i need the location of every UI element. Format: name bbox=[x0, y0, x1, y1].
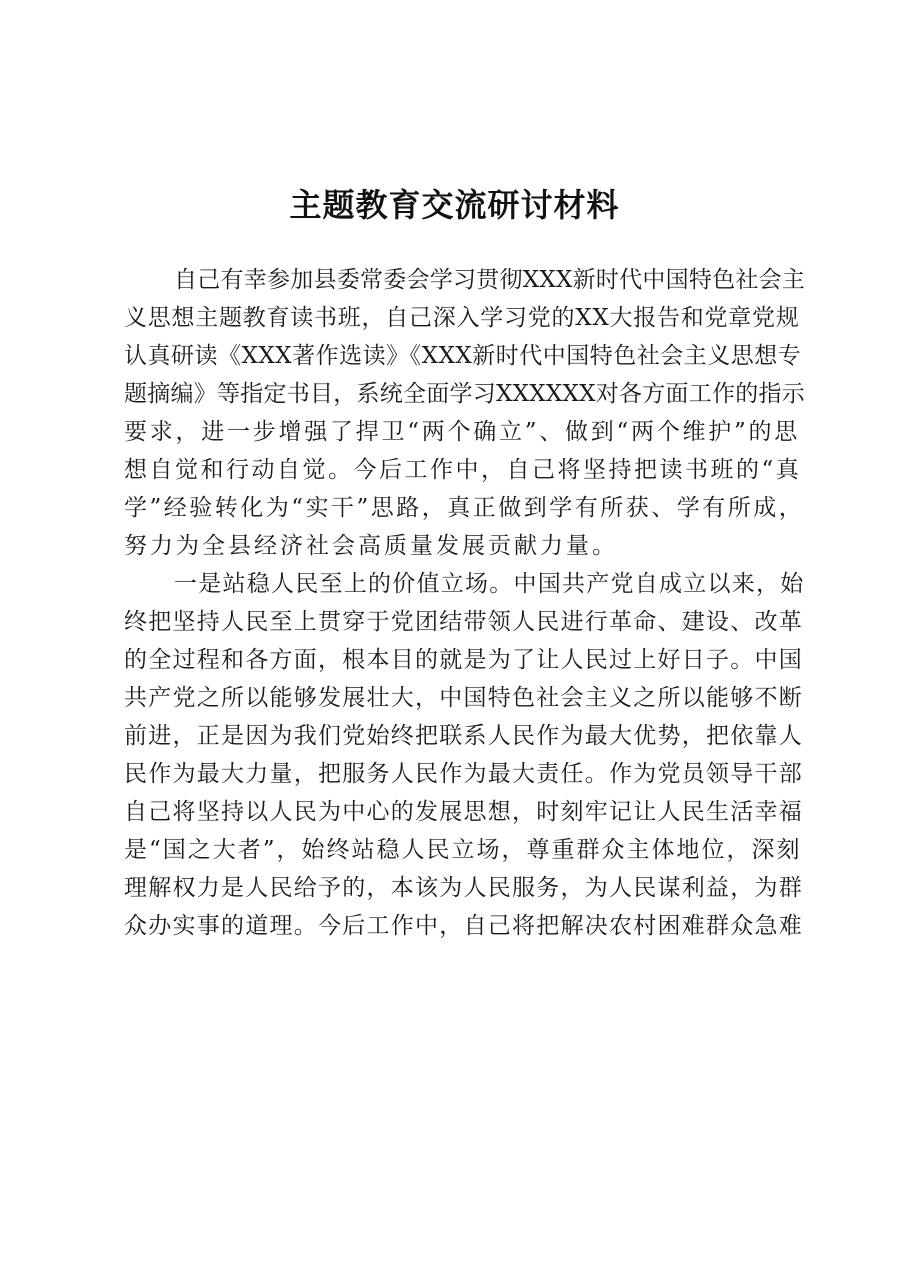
paragraph-2-line-4: 共产党之所以能够发展壮大，中国特色社会主义之所以能够不断 bbox=[124, 685, 803, 711]
paragraph-2-line-8: 是“国之大者”，始终站稳人民立场，尊重群众主体地位，深刻 bbox=[124, 837, 802, 863]
paragraph-2-line-2: 终把坚持人民至上贯穿于党团结带领人民进行革命、建设、改革 bbox=[124, 609, 803, 635]
paragraph-2-line-3: 的全过程和各方面，根本目的就是为了让人民过上好日子。中国 bbox=[124, 647, 803, 673]
document-title: 主题教育交流研讨材料 bbox=[289, 186, 620, 224]
paragraph-2-line-1: 一是站稳人民至上的价值立场。中国共产党自成立以来，始 bbox=[174, 571, 805, 597]
paragraph-1-line-3: 认真研读《XXX著作选读》《XXX新时代中国特色社会主义思想专 bbox=[124, 343, 802, 369]
paragraph-1-line-8: 努力为全县经济社会高质量发展贡献力量。 bbox=[124, 533, 618, 559]
paragraph-1-line-4: 题摘编》等指定书目，系统全面学习XXXXXX对各方面工作的指示 bbox=[124, 381, 805, 407]
paragraph-2-line-9: 理解权力是人民给予的，本该为人民服务，为人民谋利益，为群 bbox=[124, 875, 803, 901]
paragraph-1-line-1: 自己有幸参加县委常委会学习贯彻XXX新时代中国特色社会主 bbox=[174, 267, 806, 293]
paragraph-1-line-6: 想自觉和行动自觉。今后工作中，自己将坚持把读书班的“真 bbox=[124, 457, 802, 483]
paragraph-1-line-2: 义思想主题教育读书班，自己深入学习党的XX大报告和党章党规 bbox=[124, 305, 800, 331]
paragraph-2-line-5: 前进，正是因为我们党始终把联系人民作为最大优势，把依靠人 bbox=[124, 723, 803, 749]
paragraph-2-line-10: 众办实事的道理。今后工作中，自己将把解决农村困难群众急难 bbox=[124, 913, 803, 939]
paragraph-2-line-7: 自己将坚持以人民为中心的发展思想，时刻牢记让人民生活幸福 bbox=[124, 799, 803, 825]
paragraph-1-line-5: 要求，进一步增强了捍卫“两个确立”、做到“两个维护”的思 bbox=[124, 419, 801, 445]
paragraph-1-line-7: 学”经验转化为“实干”思路，真正做到学有所获、学有所成， bbox=[124, 495, 805, 521]
paragraph-2-line-6: 民作为最大力量，把服务人民作为最大责任。作为党员领导干部 bbox=[124, 761, 803, 787]
